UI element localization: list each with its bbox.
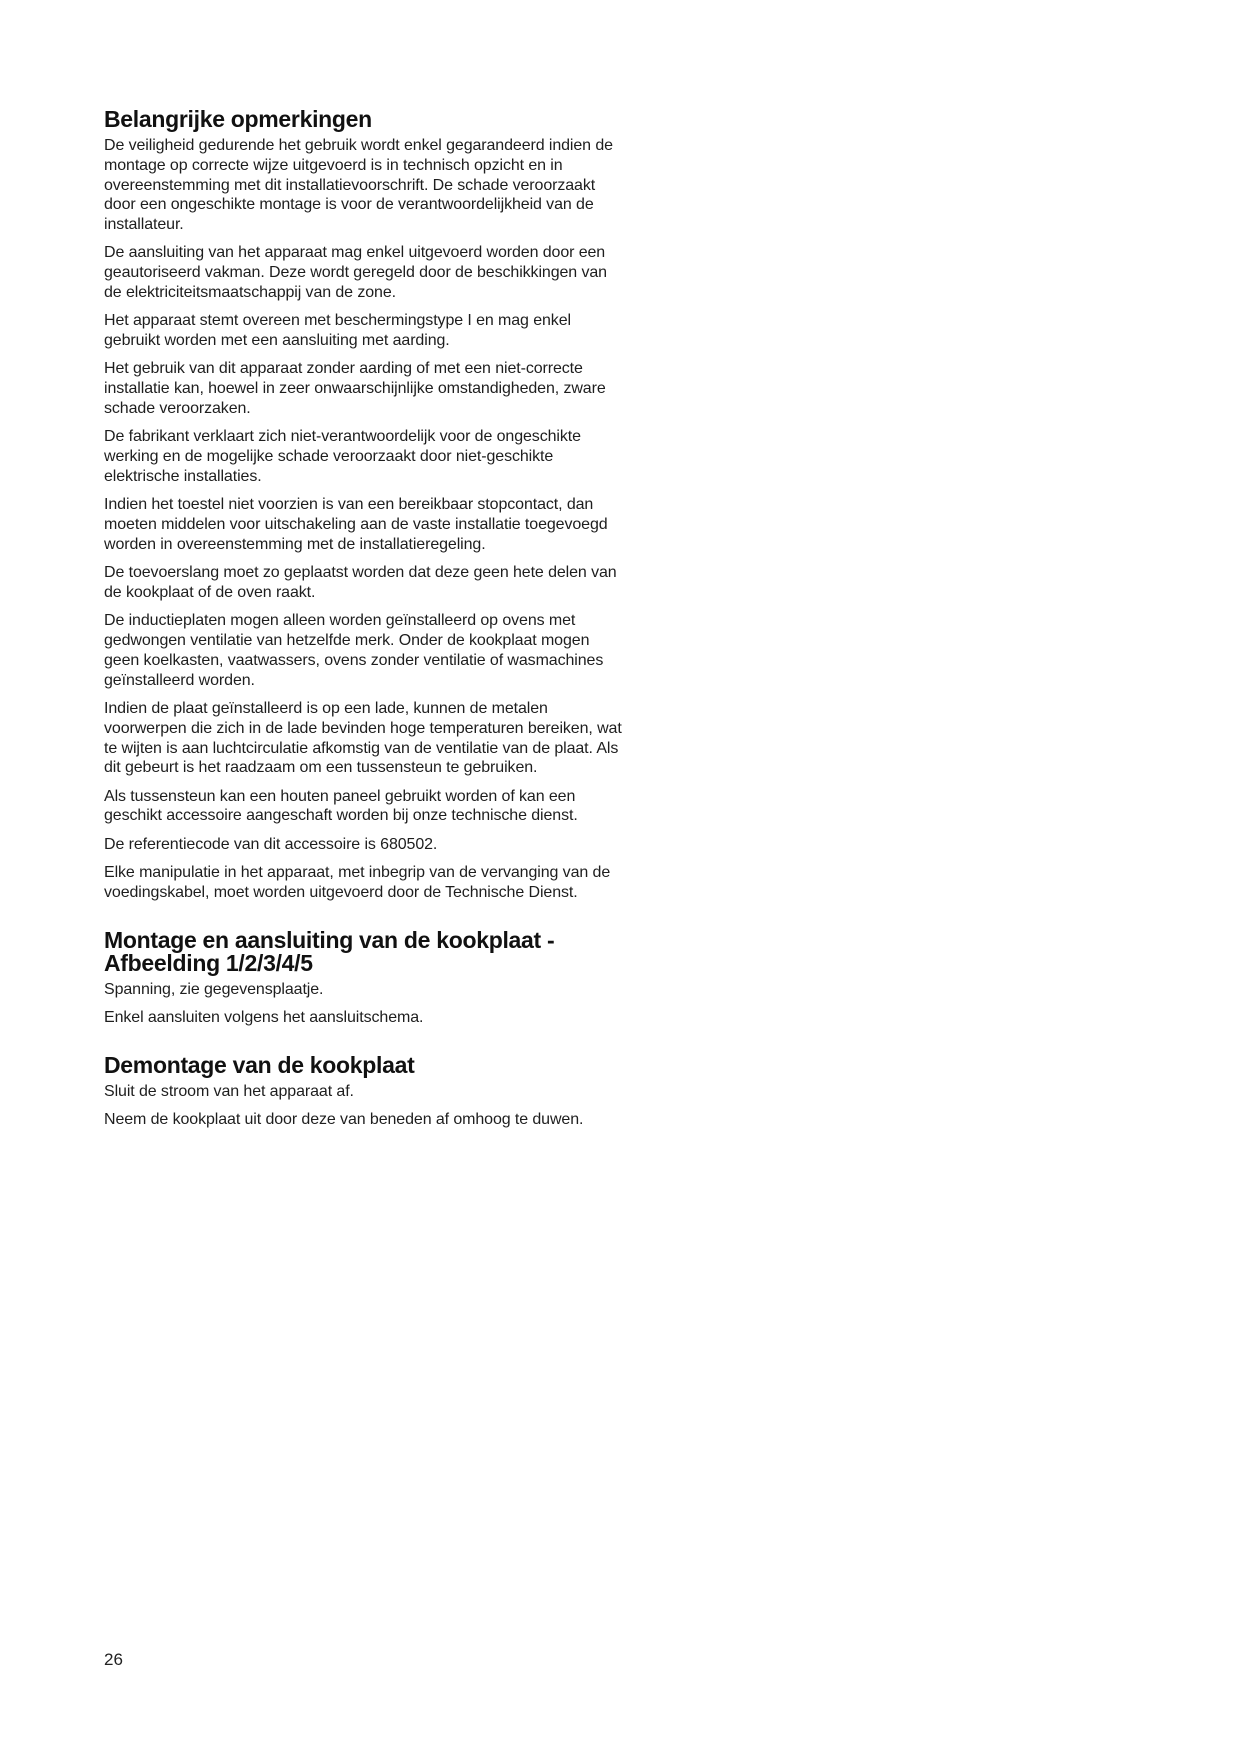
section-heading-montage-en-aansluiting xyxy=(104,926,624,976)
paragraph: De toevoerslang moet zo geplaatst worden dat deze geen hete delen van de kookplaat of de oven raakt. xyxy=(104,564,617,601)
section-heading-demontage: Demontage van de kookplaat xyxy=(104,1051,415,1078)
paragraph: De veiligheid gedurende het gebruik wordt enkel gegarandeerd indien de montage op correcte wijze uitgevoerd is in technisch opzicht en in overeenstemming met dit installatievoorschrift. De schade veroorzaakt door een ongeschikte montage is voor de verantwoordelijkheid van de installateur. xyxy=(104,137,613,234)
paragraph: Spanning, zie gegevensplaatje. xyxy=(104,980,324,998)
paragraph: Indien de plaat geïnstalleerd is op een lade, kunnen de metalen voorwerpen die zich in de lade bevinden hoge temperaturen bereiken, wat te wijten is aan luchtcirculatie afkomstig van de ventilatie van de plaat. Als dit gebeurt is het raadzaam om een tussensteun te gebruiken. xyxy=(104,699,622,777)
paragraph: Enkel aansluiten volgens het aansluitschema. xyxy=(104,1008,424,1026)
paragraph: Het apparaat stemt overeen met beschermingstype I en mag enkel gebruikt worden met een aansluiting met aarding. xyxy=(104,312,571,350)
paragraph: De referentiecode van dit accessoire is 680502. xyxy=(104,835,438,853)
page-number: 26 xyxy=(104,1650,123,1669)
heading-line-1: Montage en aansluiting van de kookplaat - xyxy=(104,926,555,953)
paragraph: Sluit de stroom van het apparaat af. xyxy=(104,1082,354,1100)
document-body xyxy=(104,108,624,1138)
paragraph: De inductieplaten mogen alleen worden geïnstalleerd op ovens met gedwongen ventilatie van hetzelfde merk. Onder de kookplaat mogen geen koelkasten, vaatwassers, ovens zonder ventilatie of wasmachines geïnstalleerd worden. xyxy=(104,612,604,689)
heading-line-2: Afbeelding 1/2/3/4/5 xyxy=(104,949,313,976)
paragraph: De aansluiting van het apparaat mag enkel uitgevoerd worden door een geautoriseerd vakman. Deze wordt geregeld door de beschikkingen van de elektriciteitsmaatschappij van de zone. xyxy=(104,244,607,302)
paragraph: Elke manipulatie in het apparaat, met inbegrip van de vervanging van de voedingskabel, moet worden uitgevoerd door de Technische Dienst. xyxy=(104,864,611,901)
section-heading-belangrijke-opmerkingen: Belangrijke opmerkingen xyxy=(104,106,372,132)
paragraph: Neem de kookplaat uit door deze van beneden af omhoog te duwen. xyxy=(104,1110,584,1128)
paragraph: Indien het toestel niet voorzien is van een bereikbaar stopcontact, dan moeten middelen voor uitschakeling aan de vaste installatie toegevoegd worden in overeenstemming met de installatieregeling. xyxy=(104,496,608,553)
paragraph: Het gebruik van dit apparaat zonder aarding of met een niet-correcte installatie kan, hoewel in zeer onwaarschijnlijke omstandigheden, zware schade veroorzaken. xyxy=(104,360,606,418)
paragraph: Als tussensteun kan een houten paneel gebruikt worden of kan een geschikt accessoire aangeschaft worden bij onze technische dienst. xyxy=(104,787,578,825)
paragraph: De fabrikant verklaart zich niet-verantwoordelijk voor de ongeschikte werking en de mogelijke schade veroorzaakt door niet-geschikte elektrische installaties. xyxy=(104,428,581,485)
